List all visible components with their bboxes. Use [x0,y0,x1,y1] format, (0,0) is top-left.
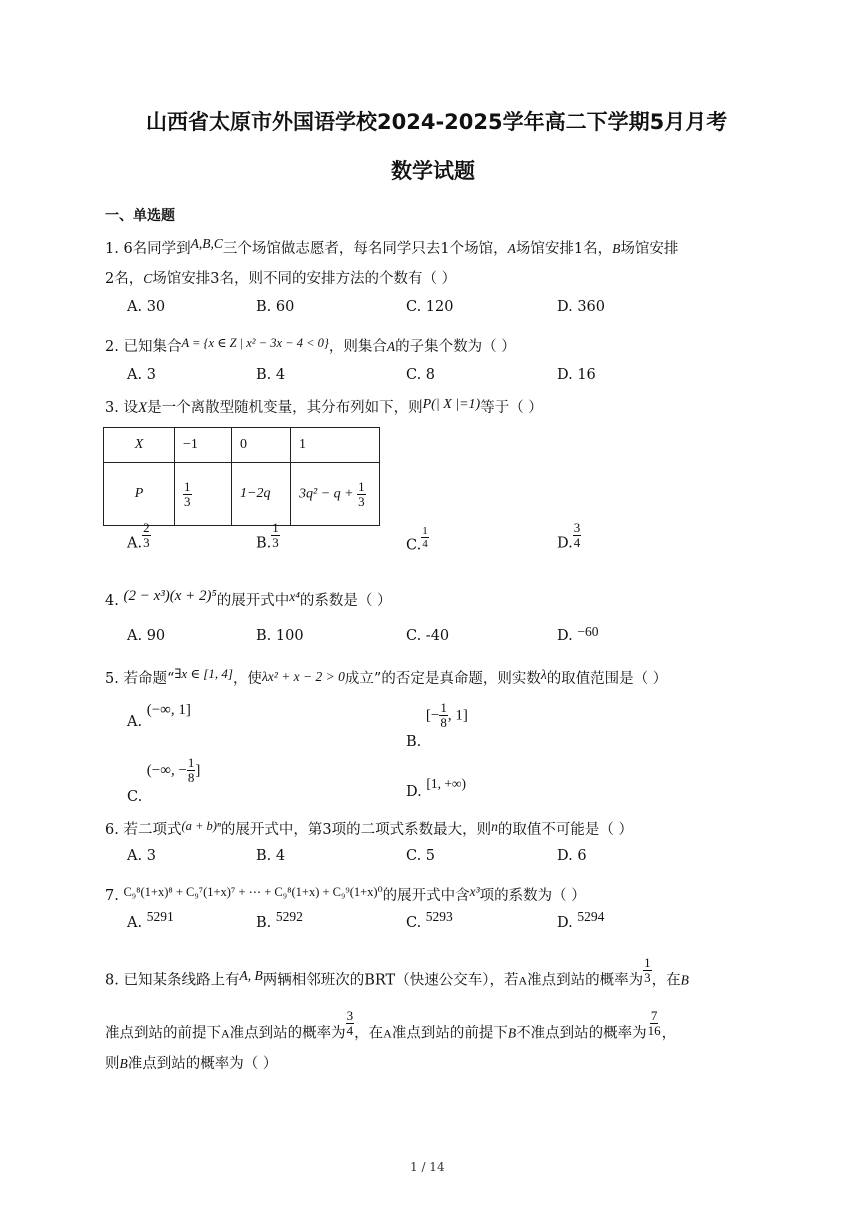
q5-option-b: B. [− $\frac{1}{8}$ , 1] [406,700,468,750]
q3-option-a: A. $\frac{2}{3}$ [127,520,150,552]
q7-option-a: A. 5291 [127,909,174,931]
question-6: 6. 若二项式(a + b)ⁿ的展开式中，第3项的二项式系数最大，则n的取值不可能是（ ） [105,819,633,838]
table-cell-p-header: P [104,463,175,526]
q3-option-d: D. $\frac{3}{4}$ [557,520,581,552]
q3-option-b: B. $\frac{1}{3}$ [256,520,279,552]
q1-option-d: D. 360 [557,299,606,315]
q4-option-c: C. -40 [406,628,450,644]
table-cell-x-1: 1 [291,428,380,463]
q4-option-b: B. 100 [256,628,304,644]
table-cell-p-0: 1−2q [232,463,291,526]
q6-option-c: C. 5 [406,848,436,864]
q2-option-d: D. 16 [557,367,596,383]
q6-option-b: B. 4 [256,848,286,864]
q3-option-c: C. $\frac{1}{4}$ [406,525,428,554]
q5-option-a: A. (−∞, 1] [127,702,191,730]
question-1-line1: 1. 6名同学到A,B,C三个场馆做志愿者，每名同学只去1个场馆，A场馆安排1名，B场馆安排 [105,236,679,257]
q4-option-d: D. −60 [557,624,599,644]
question-8-line2: 准点到站的前提下A准点到站的概率为 $\frac{3}{4}$ ，在A准点到站的前提下B不准点到站的概率为 $\frac{7}{16}$ ， [105,1008,677,1042]
table-cell-p-neg1: $\frac{1}{3}$ [175,463,232,526]
page-number: 1 / 14 [410,1160,445,1174]
table-cell-x-neg1: −1 [175,428,232,463]
q2-option-b: B. 4 [256,367,286,383]
q6-option-d: D. 6 [557,848,587,864]
q7-option-b: B. 5292 [256,909,303,931]
q6-option-a: A. 3 [127,848,156,864]
question-4: 4. (2 − x³)(x + 2)⁵的展开式中x⁴的系数是（ ） [105,588,392,609]
distribution-table [103,427,380,526]
question-2: 2. 已知集合A = {x ∈ Z | x² − 3x − 4 < 0}，则集合A的子集个数为（ ） [105,336,516,355]
question-3: 3. 设X是一个离散型随机变量，其分布列如下，则P(| X |=1)等于（ ） [105,397,543,416]
section-heading: 一、单选题 [105,208,175,224]
question-7: 7. C₉⁸(1+x)⁸ + C₉⁷(1+x)⁷ + ⋯ + C₉⁸(1+x) + C₉⁹(1+x)⁰的展开式中含x³项的系数为（ ） [105,884,586,904]
table-cell-p-1: 3q² − q + $\frac{1}{3}$ [291,463,380,526]
question-8-line3: 则B准点到站的概率为（ ） [105,1056,278,1072]
q7-option-c: C. 5293 [406,909,453,931]
q1-option-c: C. 120 [406,299,454,315]
q1-option-b: B. 60 [256,299,295,315]
table-cell-x-header: X [104,428,175,463]
question-8-line1: 8. 已知某条线路上有A, B两辆相邻班次的BRT（快速公交车），若A准点到站的概率为 $\frac{1}{3}$ ，在B [105,955,689,989]
question-1-line2: 2名，C场馆安排3名，则不同的安排方法的个数有（ ） [105,271,457,287]
document-subtitle: 数学试题 [391,159,475,183]
q2-option-c: C. 8 [406,367,436,383]
q4-option-a: A. 90 [127,628,166,644]
table-cell-x-0: 0 [232,428,291,463]
q5-option-d: D. [1, +∞) [406,776,467,800]
q2-option-a: A. 3 [127,367,156,383]
q1-option-a: A. 30 [127,299,166,315]
q5-option-c: C. (−∞, − $\frac{1}{8}$ ] [127,755,201,805]
document-title: 山西省太原市外国语学校2024-2025学年高二下学期5月月考 [146,110,728,134]
question-5: 5. 若命题“∃x ∈ [1, 4]，使λx² + x − 2 > 0成立”的否定是真命题，则实数λ的取值范围是（ ） [105,666,668,687]
q7-option-d: D. 5294 [557,909,605,931]
